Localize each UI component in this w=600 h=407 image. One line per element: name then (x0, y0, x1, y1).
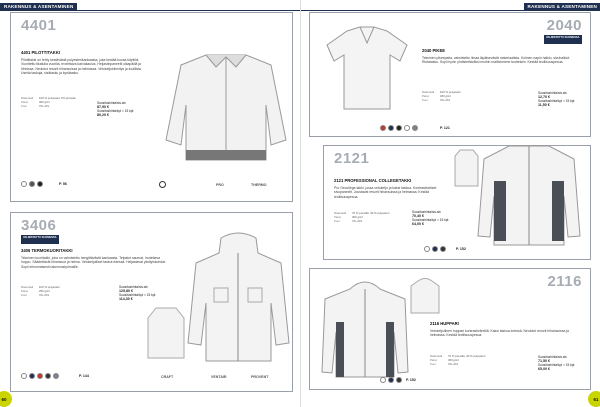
color-swatch[interactable] (45, 373, 51, 379)
page-header (0, 3, 300, 11)
product-number: 2116 (547, 273, 582, 290)
color-swatch[interactable] (37, 181, 43, 187)
page-reference: P. 152 (456, 247, 466, 251)
jacket-thumbnail (454, 148, 479, 188)
color-swatch[interactable] (21, 373, 27, 379)
product-card-2121 (323, 145, 591, 260)
color-swatch[interactable] (432, 246, 438, 252)
product-description: Tekninen kuoritakki, joka on valmistettu hengittävästä kankaasta. Teipatut saumat, irrotettava huppu. Säädettävät hihansuut ja helma. Vetoketjulliset taskut edessä. Heijastavat yksityiskohdat. Sopii erinomaisesti rakennustyömaille. (21, 256, 166, 269)
page-reference: P. 144 (79, 374, 89, 378)
product-price: Suositushinta/sis.alv 87,90 € Suositushinta/kpl > 15 kpl: 80,20 € (97, 101, 135, 117)
product-specs: Materiaali 100 % polyesteri Paino 250 g/m² Koot XS–4XL (21, 285, 60, 297)
care-icon (159, 181, 166, 188)
right-page (300, 0, 600, 407)
page-reference: P. 152 (406, 378, 416, 382)
product-card-4401 (10, 12, 293, 202)
color-swatch[interactable] (21, 181, 27, 187)
brand-logo-craft: CRAFT (161, 375, 174, 379)
page-reference: P. 56 (59, 182, 67, 186)
page-number: 61 (588, 391, 600, 407)
product-number: 2121 (334, 150, 370, 167)
brand-logo-pro: PRO (216, 183, 224, 187)
color-swatch[interactable] (412, 125, 418, 131)
product-description: Tekninen pikeepaita, valmistettu ilmaa läpäisevästä materiaalista. Kolmen napin halkio, sivuhalkiot. Rintatasku. Sopii hyvin yhdistettäväksi muihin mallistomme tuotteisiin. Kestää teollisuuspesua. (422, 56, 571, 65)
page-number: 60 (0, 391, 12, 407)
product-description: Pro Gecollege-takki, jossa vetoketju ja kaksi taskua. Kontrastiväriset sivupaneelit. Joustavat resorit hihansuissa ja helmassa. Kestää teollisuuspesua. (334, 186, 437, 199)
color-swatch[interactable] (380, 125, 386, 131)
color-options (21, 181, 43, 187)
color-swatch[interactable] (396, 377, 402, 383)
page-header (301, 3, 600, 11)
brand-logo-ventair: VENTAIR (211, 375, 227, 379)
product-specs: Materiaali 70 % puuvilla, 30 % polyesteri Paino 300 g/m² Koot XS–4XL (430, 354, 486, 366)
brand-logo-thermo: THERMO (251, 183, 267, 187)
color-options (424, 246, 446, 252)
page-reference: P. 121 (440, 126, 450, 130)
jacket-image (474, 141, 584, 251)
jacket-image (161, 45, 291, 165)
brand-logo-provent: PROVENT (251, 375, 269, 379)
product-specs: Materiaali 70 % puuvilla, 30 % polyesteri Paino 300 g/m² Koot XS–4XL (334, 211, 390, 223)
color-swatch[interactable] (380, 377, 386, 383)
product-title: 4401 PILOTTITAKKI (21, 50, 61, 55)
product-specs: Materiaali 100 % polyesteri, PU-pinnoite Paino 300 g/m² Koot XS–4XL (21, 96, 76, 108)
product-number: 3406 (21, 217, 57, 234)
jacket-thumbnail (146, 303, 186, 363)
product-card-3406 (10, 212, 293, 392)
color-swatch[interactable] (388, 125, 394, 131)
product-description: Pilottitakki on tehty kestävästä polyesterikankaasta, joka kestää kovaa käyttöä. Vuoritettu tikatulla vuorilla, irrotettava karvakaulus. Heijastinpaneelit olkapäillä ja hihoissa. Neulotut resorit hihansuissa ja helmassa. Vetoketjukiinnitys ja tuulilista. Useita taskuja, sisätasku ja kynätasku. (21, 58, 142, 76)
color-swatch[interactable] (440, 246, 446, 252)
hoodie-thumbnail (410, 277, 440, 315)
product-description: Vetoketjullinen huppari kontrastiväreillä. Kaksi taskua edessä. Neulotut resorit hihansuissa ja helmassa. Kestää teollisuuspesua. (430, 329, 569, 338)
color-options (380, 125, 418, 131)
section-label: RAKENNUS & ASENTAMINEN (524, 3, 600, 11)
color-swatch[interactable] (404, 125, 410, 131)
color-options (21, 373, 59, 379)
product-specs: Materiaali 100 % polyesteri Paino 180 g/m² Koot XS–4XL (422, 90, 461, 102)
color-swatch[interactable] (396, 125, 402, 131)
product-price: Suositushinta/sis.alv 12,70 € Suositushinta/kpl > 15 kpl: 11,50 € (538, 91, 576, 107)
hoodie-image (320, 277, 410, 382)
made-in-badge: VALMISTETTU SUOMESSA (21, 235, 59, 244)
made-in-badge: VALMISTETTU SUOMESSA (544, 35, 582, 44)
product-card-2040 (309, 12, 591, 137)
section-label: RAKENNUS & ASENTAMINEN (0, 3, 77, 11)
product-card-2116 (309, 268, 591, 390)
color-swatch[interactable] (29, 181, 35, 187)
product-price: Suositushinta/sis.alv 70,40 € Suositushinta/kpl > 15 kpl: 64,00 € (412, 210, 450, 226)
color-swatch[interactable] (53, 373, 59, 379)
product-price: Suositushinta/sis.alv 71,50 € Suositushinta/kpl > 15 kpl: 65,00 € (538, 355, 576, 371)
polo-image (322, 23, 412, 113)
jacket-image (186, 233, 291, 368)
product-number: 4401 (21, 17, 57, 34)
color-swatch[interactable] (29, 373, 35, 379)
product-number: 2040 (546, 17, 582, 34)
product-price: Suositushinta/sis.alv 125,80 € Suositushinta/kpl > 15 kpl: 114,30 € (119, 285, 157, 301)
product-title: 2121 PROFESSIONAL COLLEGETAKKI (334, 178, 412, 183)
product-title: 3406 TERMOKUORITAKKI (21, 248, 73, 253)
product-title: 2116 HUPPARI (430, 321, 459, 326)
product-title: 2040 PIKEE (422, 48, 446, 53)
color-swatch[interactable] (37, 373, 43, 379)
color-options (380, 377, 402, 383)
color-swatch[interactable] (424, 246, 430, 252)
color-swatch[interactable] (388, 377, 394, 383)
